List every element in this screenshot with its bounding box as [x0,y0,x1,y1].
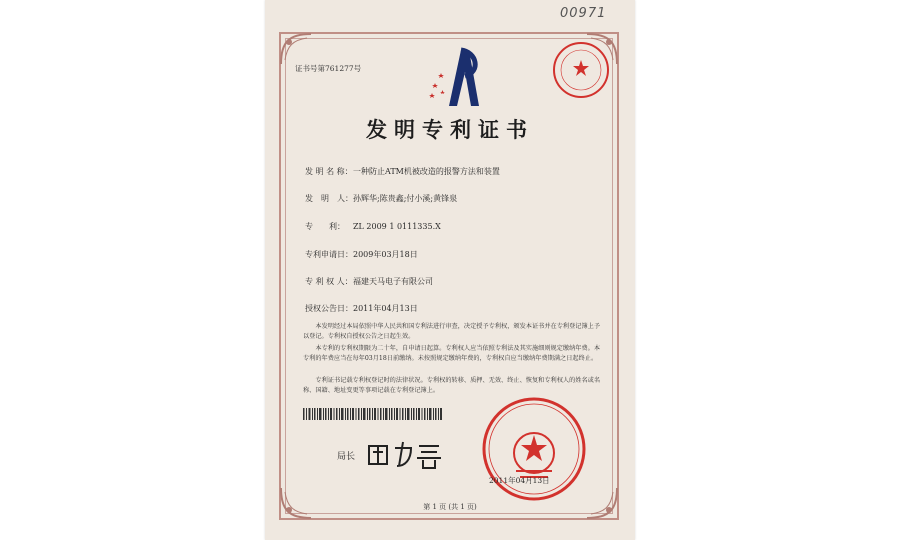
barcode-icon [303,408,443,420]
body-paragraph: 本专利的专利权期限为二十年，自申请日起算。专利权人应当依照专利法及其实施细则规定缴纳年费。本专利的年费应当在每年03月18日前缴纳。未按照规定缴纳年费的，专利权自应当缴纳年费期满之日起终止。 [303,345,601,362]
field-value: ZL 2009 1 0111335.X [353,222,441,231]
field-label: 专 利 权 人： [305,277,353,286]
field-grant-date [305,303,418,314]
patent-office-emblem-icon [425,42,485,110]
handwritten-note: 00971 [560,6,607,21]
field-value: 孙辉华;陈贵鑫;付小溪;黄锋泉 [353,194,458,203]
field-value: 一种防止ATM机被改造的报警方法和装置 [353,167,500,176]
field-patentee [305,276,433,287]
field-patent-number [305,221,441,232]
field-label: 专 利： [305,222,345,231]
field-label: 专利申请日： [305,250,353,259]
field-value: 福建天马电子有限公司 [353,277,433,286]
director-label: 局长 [337,452,356,462]
field-invention-name [305,166,500,177]
field-label: 发 明 名 称： [305,167,353,176]
national-ip-office-seal-icon [480,395,588,503]
field-value: 2011年04月13日 [353,304,418,313]
corner-ornament-icon [279,32,313,66]
page-footer: 第 1 页 (共 1 页) [423,503,477,511]
seal-date: 2011年04月13日 [489,476,550,485]
field-label: 发 明 人： [305,194,353,203]
body-paragraph: 专利证书记载专利权登记时的法律状况。专利权的转移、质押、无效、终止、恢复和专利权人的姓名或名称、国籍、地址变更等事项记载在专利登记簿上。 [303,377,601,394]
certificate-page [265,0,635,540]
body-paragraph: 本发明经过本局依照中华人民共和国专利法进行审查，决定授予专利权，颁发本证书并在专利登记簿上予以登记。专利权自授权公告之日起生效。 [303,323,601,340]
director-signature-icon [365,438,445,470]
field-value: 2009年03月18日 [353,250,418,259]
patent-office-seal-icon [551,40,611,100]
field-label: 授权公告日： [305,304,353,313]
certificate-number: 证书号第761277号 [295,64,362,73]
field-inventors [305,193,457,204]
certificate-title: 发明专利证书 [366,117,534,142]
field-application-date [305,249,418,260]
